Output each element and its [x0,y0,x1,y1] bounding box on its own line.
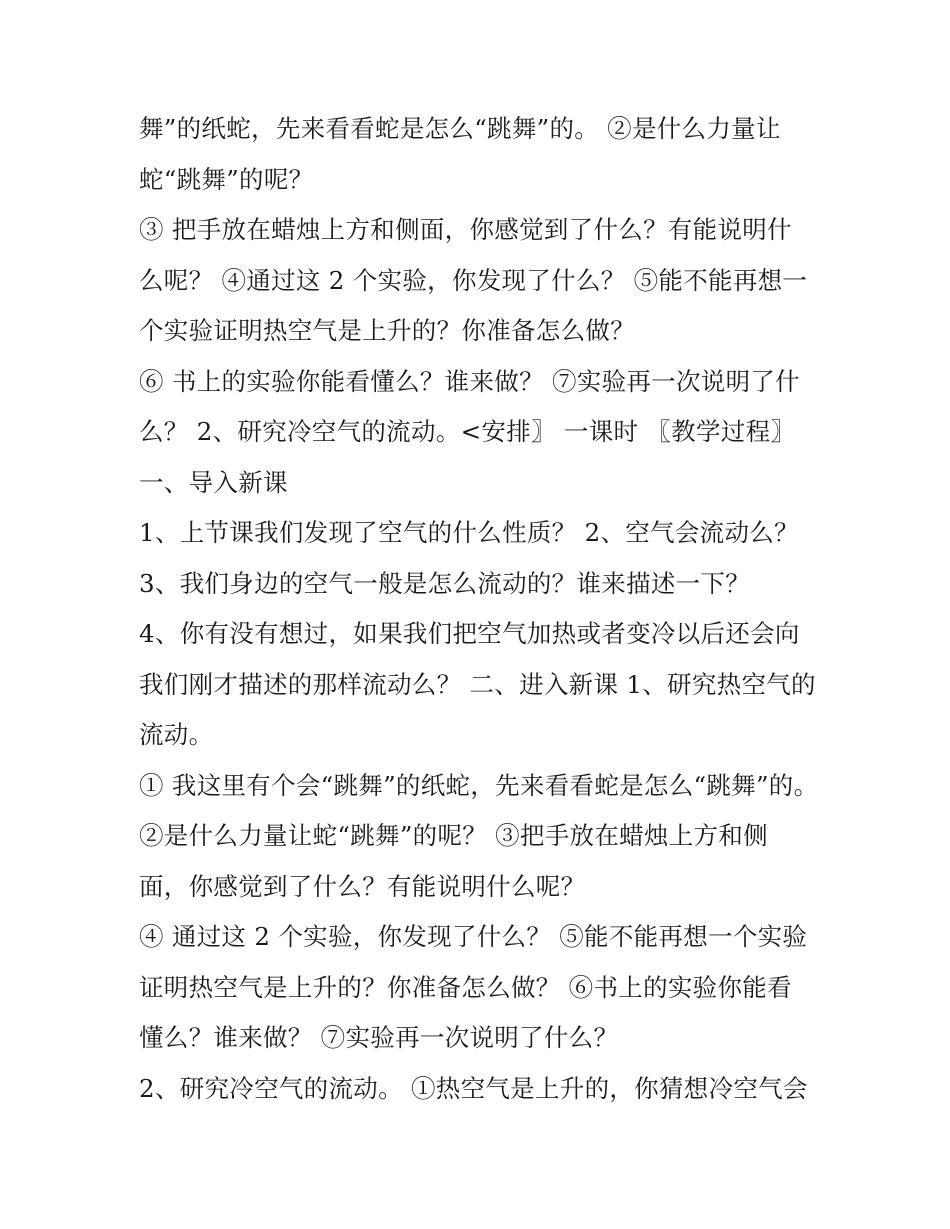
section-heading: 一、导入新课 [139,467,288,497]
text-line: 么呢？ ④通过这 2 个实验，你发现了什么？ ⑤能不能再想一 [139,265,808,295]
text-line: ① 我这里有个会“跳舞”的纸蛇，先来看看蛇是怎么“跳舞”的。 [139,770,819,800]
text-line: ②是什么力量让蛇“跳舞”的呢？ ③把手放在蜡烛上方和侧 [139,821,768,850]
text-line: 我们刚才描述的那样流动么？ 二、进入新课 1、研究热空气的 [139,669,816,699]
text-line: 个实验证明热空气是上升的？你准备怎么做？ [139,316,635,345]
text-body [139,104,819,1114]
text-line: 面，你感觉到了什么？有能说明什么呢？ [139,871,586,901]
text-line: ⑥ 书上的实验你能看懂么？谁来做？ ⑦实验再一次说明了什 [139,366,800,396]
text-line: 2、研究冷空气的流动。 ①热空气是上升的，你猜想冷空气会 [139,1073,808,1103]
text-line: ④ 通过这 2 个实验，你发现了什么？ ⑤能不能再想一个实验 [139,922,808,951]
text-line: 1、上节课我们发现了空气的什么性质？ 2、空气会流动么？ [139,518,799,547]
text-line: 蛇“跳舞”的呢？ [139,164,314,194]
text-line: ③ 把手放在蜡烛上方和侧面，你感觉到了什么？有能说明什 [139,215,792,244]
text-line: 舞”的纸蛇，先来看看蛇是怎么“跳舞”的。 ②是什么力量让 [139,114,781,143]
text-line: 3、我们身边的空气一般是怎么流动的？谁来描述一下？ [139,568,751,598]
text-line: 流动。 [139,720,214,749]
text-line: 证明热空气是上升的？你准备怎么做？ ⑥书上的实验你能看 [139,972,792,1002]
text-line: 么？ 2、研究冷空气的流动。<安排〗 一课时 〖教学过程〗 [139,417,796,446]
text-line: 4、你有没有想过，如果我们把空气加热或者变冷以后还会向 [139,619,800,648]
text-line: 懂么？谁来做？ ⑦实验再一次说明了什么？ [139,1023,619,1052]
